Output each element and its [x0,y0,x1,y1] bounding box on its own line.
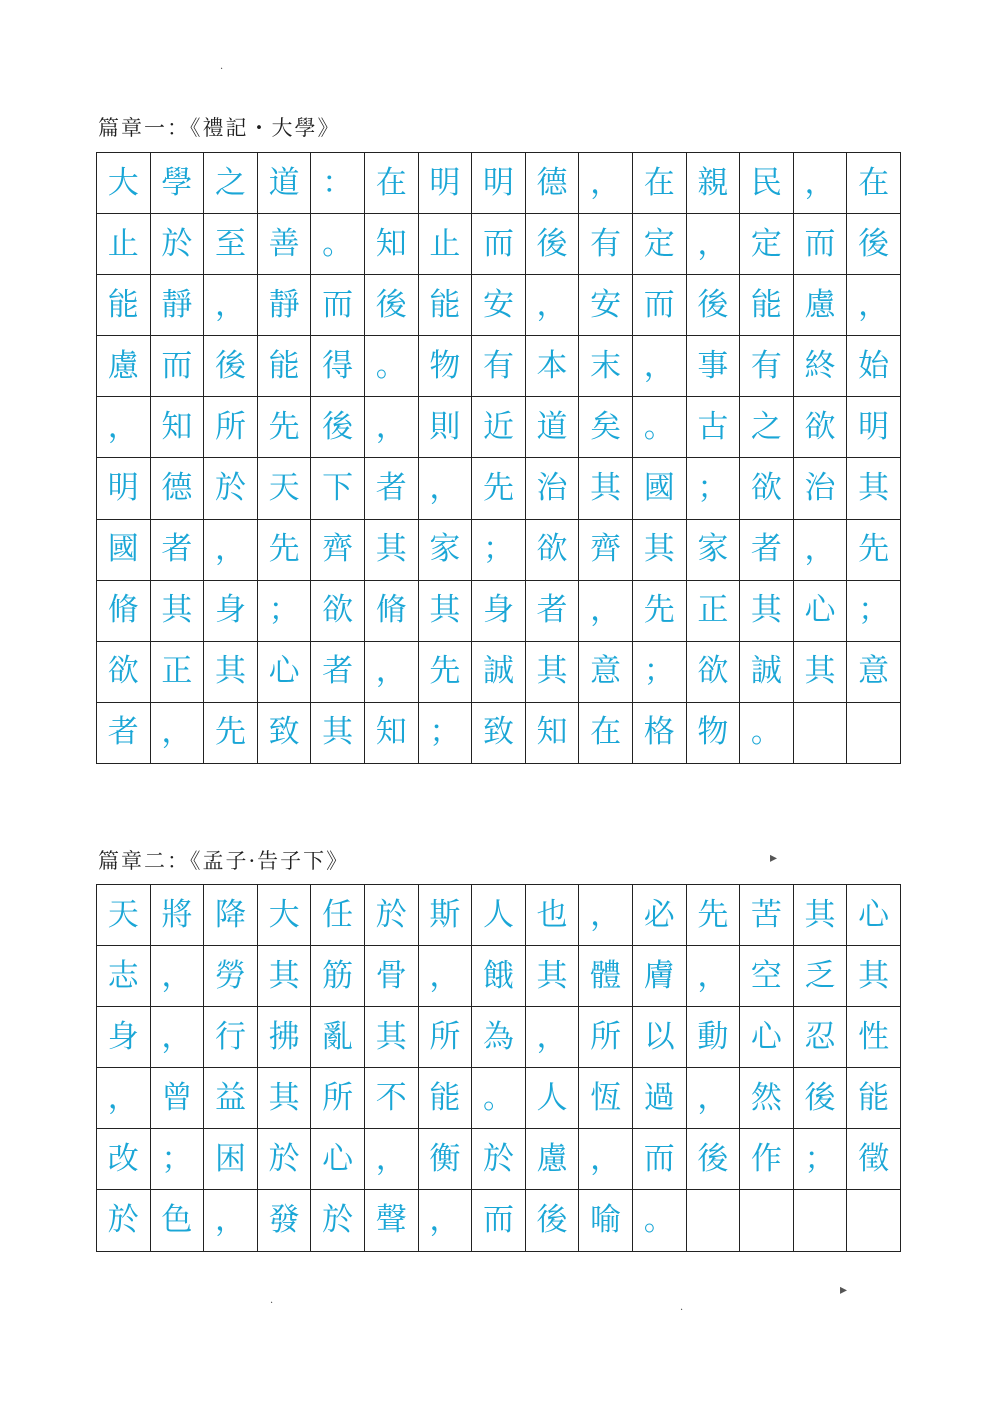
grid-cell: 善 [258,214,312,275]
grid-cell: ， [204,520,258,581]
grid-cell: 能 [740,275,794,336]
grid-cell: 事 [687,336,741,397]
grid-cell: 之 [740,397,794,458]
grid-cell: 知 [365,703,419,764]
paper-speck: ▸ [770,850,778,866]
grid-cell: 在 [365,153,419,214]
grid-cell: 其 [794,642,848,703]
grid-cell: 至 [204,214,258,275]
grid-cell: 其 [633,520,687,581]
grid-cell: 得 [311,336,365,397]
grid-cell: ， [687,1068,741,1129]
grid-cell: 明 [847,397,901,458]
grid-cell: 於 [97,1190,151,1251]
grid-cell: 欲 [526,520,580,581]
grid-cell: 止 [97,214,151,275]
grid-cell: 其 [847,946,901,1007]
grid-cell: 。 [472,1068,526,1129]
grid-cell: 後 [365,275,419,336]
grid-cell: 定 [740,214,794,275]
grid-cell: 而 [633,275,687,336]
grid-cell: 能 [847,1068,901,1129]
grid-cell: 色 [151,1190,205,1251]
grid-cell: 心 [258,642,312,703]
grid-cell: 者 [526,581,580,642]
grid-cell: 者 [97,703,151,764]
grid-cell: 齊 [579,520,633,581]
grid-cell: 者 [365,458,419,519]
grid-cell: ： [311,153,365,214]
grid-cell: 道 [258,153,312,214]
grid-cell: 天 [258,458,312,519]
grid-cell: 欲 [794,397,848,458]
grid-cell: 勞 [204,946,258,1007]
grid-cell: 國 [97,520,151,581]
grid-cell: 其 [311,703,365,764]
grid-cell: 空 [740,946,794,1007]
grid-cell: ； [151,1129,205,1190]
grid-cell: 。 [633,1190,687,1251]
grid-cell: ， [687,214,741,275]
grid-cell: 聲 [365,1190,419,1251]
grid-cell: 於 [311,1190,365,1251]
grid-cell: 能 [97,275,151,336]
grid-cell: 而 [151,336,205,397]
grid-cell: 先 [204,703,258,764]
grid-cell: 近 [472,397,526,458]
grid-cell: 而 [472,214,526,275]
grid-cell: ； [687,458,741,519]
grid-cell: 。 [311,214,365,275]
grid-cell: 降 [204,885,258,946]
grid-cell: ， [419,946,473,1007]
grid-cell: 所 [579,1007,633,1068]
grid-cell: 所 [419,1007,473,1068]
grid-cell: 其 [740,581,794,642]
grid-cell: 定 [633,214,687,275]
grid-cell: ， [365,1129,419,1190]
grid-cell: 也 [526,885,580,946]
grid-cell: 其 [258,1068,312,1129]
grid-cell: 徵 [847,1129,901,1190]
grid-cell: 其 [419,581,473,642]
grid-cell [794,703,848,764]
grid-cell: 身 [97,1007,151,1068]
grid-cell: ， [526,275,580,336]
grid-cell: 身 [472,581,526,642]
grid-cell: 脩 [97,581,151,642]
grid-cell: 後 [311,397,365,458]
grid-cell: 動 [687,1007,741,1068]
grid-cell: 其 [365,1007,419,1068]
grid-cell: ， [151,1007,205,1068]
grid-cell: 止 [419,214,473,275]
grid-cell: 不 [365,1068,419,1129]
grid-cell: 人 [526,1068,580,1129]
grid-cell: 將 [151,885,205,946]
grid-cell: 靜 [151,275,205,336]
grid-cell: 先 [472,458,526,519]
grid-cell: 安 [579,275,633,336]
grid-cell: 。 [740,703,794,764]
grid-cell: ； [794,1129,848,1190]
grid-cell: 忍 [794,1007,848,1068]
grid-cell: ， [847,275,901,336]
grid-cell: 先 [633,581,687,642]
grid-cell: 曾 [151,1068,205,1129]
grid-cell: 意 [847,642,901,703]
paper-speck: ▸ [840,1282,848,1298]
grid-cell: ， [794,153,848,214]
grid-cell: 乏 [794,946,848,1007]
grid-cell: 家 [419,520,473,581]
grid-cell: 慮 [97,336,151,397]
grid-cell: 大 [97,153,151,214]
grid-cell: 先 [847,520,901,581]
grid-cell: 能 [419,1068,473,1129]
grid-cell: 則 [419,397,473,458]
grid-cell: ； [847,581,901,642]
grid-cell: 。 [633,397,687,458]
grid-cell: 明 [97,458,151,519]
grid-cell: 物 [687,703,741,764]
grid-cell: 有 [579,214,633,275]
grid-cell [847,703,901,764]
grid-cell: 於 [204,458,258,519]
grid-cell: 末 [579,336,633,397]
grid-cell: 斯 [419,885,473,946]
grid-cell: 過 [633,1068,687,1129]
grid-cell: 致 [258,703,312,764]
grid-cell: 心 [847,885,901,946]
grid-cell: 任 [311,885,365,946]
grid-cell: 其 [258,946,312,1007]
grid-cell: ， [204,275,258,336]
grid-cell: 知 [151,397,205,458]
grid-cell: 大 [258,885,312,946]
grid-cell: 以 [633,1007,687,1068]
grid-cell: 為 [472,1007,526,1068]
grid-cell: 國 [633,458,687,519]
grid-cell: 於 [151,214,205,275]
grid-cell: 人 [472,885,526,946]
grid-cell: ， [526,1007,580,1068]
grid-cell: 明 [472,153,526,214]
grid-cell: 治 [526,458,580,519]
grid-cell: 其 [579,458,633,519]
grid-cell: 安 [472,275,526,336]
grid-cell: 意 [579,642,633,703]
grid-cell: 先 [258,520,312,581]
grid-cell: ， [97,397,151,458]
grid-cell: 先 [258,397,312,458]
grid-cell: 欲 [97,642,151,703]
grid-cell: 膚 [633,946,687,1007]
grid-cell: 於 [365,885,419,946]
grid-cell: 於 [472,1129,526,1190]
grid-cell: ， [687,946,741,1007]
grid-cell: ， [419,458,473,519]
grid-cell: 心 [740,1007,794,1068]
section-2-grid [96,884,901,1252]
grid-cell: 在 [847,153,901,214]
grid-cell: 益 [204,1068,258,1129]
grid-cell: 後 [526,214,580,275]
grid-cell: 志 [97,946,151,1007]
grid-cell: 正 [687,581,741,642]
grid-cell: 先 [419,642,473,703]
paper-speck: · [220,64,224,75]
grid-cell: 知 [365,214,419,275]
grid-cell: 後 [687,275,741,336]
grid-cell: 慮 [526,1129,580,1190]
grid-cell: 之 [204,153,258,214]
grid-cell: ， [794,520,848,581]
grid-cell: 民 [740,153,794,214]
grid-cell [740,1190,794,1251]
grid-cell [847,1190,901,1251]
grid-cell: 明 [419,153,473,214]
grid-cell: 而 [311,275,365,336]
grid-cell [794,1190,848,1251]
section-1-grid [96,152,901,764]
paper-speck: · [270,1298,274,1309]
grid-cell: 所 [311,1068,365,1129]
grid-cell: 然 [740,1068,794,1129]
grid-cell: 矣 [579,397,633,458]
grid-cell: 而 [633,1129,687,1190]
grid-cell: ， [579,1129,633,1190]
grid-cell: 有 [472,336,526,397]
grid-cell: 所 [204,397,258,458]
grid-cell: 脩 [365,581,419,642]
grid-cell: 者 [740,520,794,581]
grid-cell: 下 [311,458,365,519]
grid-cell: ， [365,397,419,458]
grid-cell: 後 [847,214,901,275]
grid-cell: 學 [151,153,205,214]
grid-cell: ， [579,581,633,642]
grid-cell: 後 [204,336,258,397]
grid-cell: ， [151,946,205,1007]
grid-cell: 終 [794,336,848,397]
grid-cell: ， [97,1068,151,1129]
grid-cell: 齊 [311,520,365,581]
grid-cell: 體 [579,946,633,1007]
grid-cell: 行 [204,1007,258,1068]
grid-cell: 誠 [740,642,794,703]
grid-cell: 親 [687,153,741,214]
grid-cell: 有 [740,336,794,397]
grid-cell: 道 [526,397,580,458]
grid-cell: ， [633,336,687,397]
grid-cell: 者 [151,520,205,581]
grid-cell: 心 [311,1129,365,1190]
grid-cell: 先 [687,885,741,946]
grid-cell: 欲 [687,642,741,703]
grid-cell: 始 [847,336,901,397]
grid-cell: 古 [687,397,741,458]
grid-cell: 而 [472,1190,526,1251]
grid-cell: 心 [794,581,848,642]
grid-cell: 改 [97,1129,151,1190]
grid-cell: 欲 [740,458,794,519]
grid-cell: 靜 [258,275,312,336]
grid-cell: ； [633,642,687,703]
grid-cell: 其 [365,520,419,581]
grid-cell: 筋 [311,946,365,1007]
grid-cell: 天 [97,885,151,946]
grid-cell: ， [151,703,205,764]
grid-cell: 在 [633,153,687,214]
grid-cell: 喻 [579,1190,633,1251]
grid-cell: 其 [151,581,205,642]
paper-speck: · [680,1305,684,1316]
grid-cell: 致 [472,703,526,764]
section-1-title: 篇章一：《禮記・大學》 [98,116,341,140]
grid-cell: 其 [794,885,848,946]
grid-cell: 骨 [365,946,419,1007]
grid-cell: 後 [526,1190,580,1251]
grid-cell: 亂 [311,1007,365,1068]
grid-cell: 作 [740,1129,794,1190]
grid-cell: 其 [204,642,258,703]
grid-cell: 而 [794,214,848,275]
grid-cell: 必 [633,885,687,946]
grid-cell: 困 [204,1129,258,1190]
grid-cell: 在 [579,703,633,764]
grid-cell: 其 [526,642,580,703]
grid-cell: 格 [633,703,687,764]
grid-cell: 欲 [311,581,365,642]
grid-cell: 身 [204,581,258,642]
grid-cell: 者 [311,642,365,703]
grid-cell: 後 [794,1068,848,1129]
grid-cell: 後 [687,1129,741,1190]
grid-cell: 苦 [740,885,794,946]
section-2-title: 篇章二：《孟子·告子下》 [98,849,350,873]
grid-cell: 德 [151,458,205,519]
grid-cell: 能 [419,275,473,336]
grid-cell: 治 [794,458,848,519]
grid-cell: ， [419,1190,473,1251]
grid-cell: 衡 [419,1129,473,1190]
grid-cell: ， [579,153,633,214]
grid-cell: 恆 [579,1068,633,1129]
grid-cell: 物 [419,336,473,397]
grid-cell: ； [472,520,526,581]
grid-cell: 誠 [472,642,526,703]
grid-cell: 其 [847,458,901,519]
grid-cell: 其 [526,946,580,1007]
grid-cell: ， [365,642,419,703]
grid-cell: 發 [258,1190,312,1251]
grid-cell: ， [579,885,633,946]
grid-cell: 餓 [472,946,526,1007]
grid-cell: 德 [526,153,580,214]
grid-cell: 家 [687,520,741,581]
grid-cell: 於 [258,1129,312,1190]
grid-cell: 性 [847,1007,901,1068]
grid-cell: 拂 [258,1007,312,1068]
grid-cell: ， [204,1190,258,1251]
grid-cell [687,1190,741,1251]
grid-cell: ； [258,581,312,642]
grid-cell: 能 [258,336,312,397]
grid-cell: 慮 [794,275,848,336]
grid-cell: 。 [365,336,419,397]
grid-cell: 本 [526,336,580,397]
grid-cell: ； [419,703,473,764]
grid-cell: 正 [151,642,205,703]
grid-cell: 知 [526,703,580,764]
